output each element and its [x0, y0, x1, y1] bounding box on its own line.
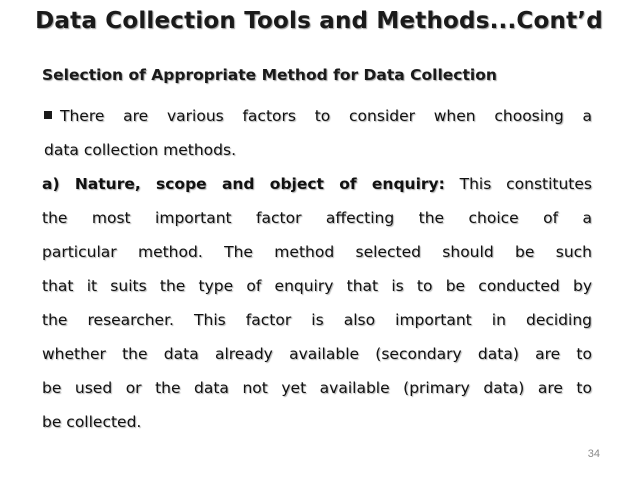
paragraph-line: particular method. The method selected should be such: [42, 243, 592, 261]
slide-title: Data Collection Tools and Methods...Cont’d: [35, 8, 603, 34]
paragraph-line: the researcher. This factor is also important in deciding: [42, 311, 592, 329]
paragraph-line: the most important factor affecting the choice of a: [42, 209, 592, 227]
square-bullet-icon: [44, 111, 52, 119]
bullet-point: [44, 99, 592, 167]
paragraph-lead: a) Nature, scope and object of enquiry:: [42, 175, 445, 193]
page-number: 34: [587, 448, 600, 460]
slide-subtitle: Selection of Appropriate Method for Data Collection: [42, 66, 497, 84]
paragraph-line: be collected.: [42, 413, 142, 431]
paragraph-line: whether the data already available (secondary data) are to: [42, 345, 592, 363]
paragraph-line: [42, 167, 592, 201]
paragraph-lead-rest: This constitutes: [444, 175, 592, 193]
body-paragraph: [42, 167, 592, 439]
bullet-line: There are various factors to consider when choosing a: [60, 107, 592, 125]
paragraph-line: that it suits the type of enquiry that is to be conducted by: [42, 277, 592, 295]
paragraph-line: be used or the data not yet available (primary data) are to: [42, 379, 592, 397]
bullet-line: data collection methods.: [44, 141, 236, 159]
